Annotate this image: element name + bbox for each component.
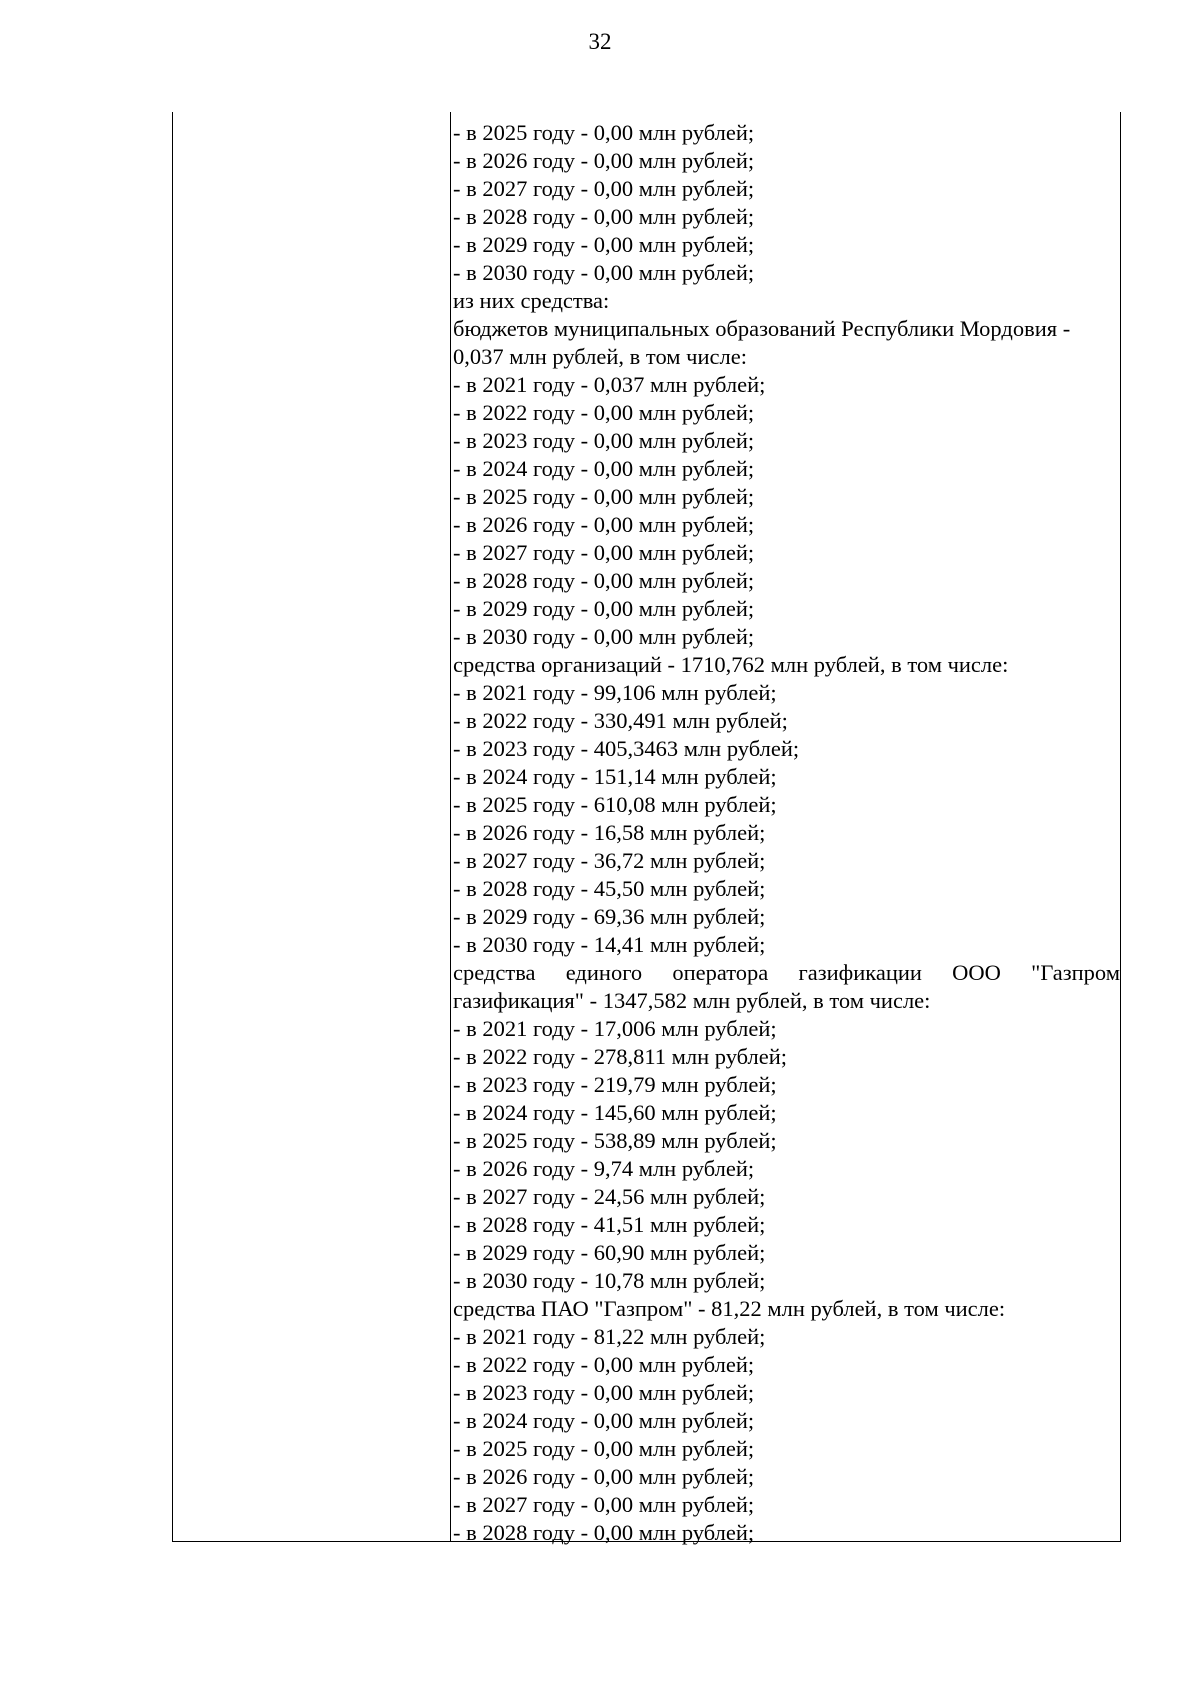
text-line: - в 2029 году - 0,00 млн рублей; [453,596,755,621]
text-line: средства организаций - 1710,762 млн рублей, в том числе: [453,652,1009,677]
text-line: - в 2025 году - 0,00 млн рублей; [453,1436,755,1461]
text-line: - в 2027 году - 24,56 млн рублей; [453,1184,766,1209]
text-line: - в 2021 году - 17,006 млн рублей; [453,1016,777,1041]
text-line: - в 2022 году - 0,00 млн рублей; [453,400,755,425]
text-line: - в 2026 году - 16,58 млн рублей; [453,820,766,845]
text-line: - в 2028 году - 45,50 млн рублей; [453,876,766,901]
text-line: - в 2030 году - 0,00 млн рублей; [453,624,755,649]
text-line: - в 2029 году - 0,00 млн рублей; [453,232,755,257]
text-line: - в 2025 году - 0,00 млн рублей; [453,120,755,145]
text-line: - в 2023 году - 0,00 млн рублей; [453,428,755,453]
text-line: - в 2027 году - 36,72 млн рублей; [453,848,766,873]
text-line: - в 2027 году - 0,00 млн рублей; [453,540,755,565]
text-line: средства ПАО "Газпром" - 81,22 млн рублей, в том числе: [453,1296,1006,1321]
text-line: - в 2029 году - 60,90 млн рублей; [453,1240,766,1265]
text-line: - в 2028 году - 41,51 млн рублей; [453,1212,766,1237]
text-line: - в 2024 году - 0,00 млн рублей; [453,1408,755,1433]
text-line: - в 2025 году - 610,08 млн рублей; [453,792,777,817]
table-label-column [173,112,451,1541]
text-line: - в 2023 году - 0,00 млн рублей; [453,1380,755,1405]
text-line: - в 2022 году - 330,491 млн рублей; [453,708,788,733]
text-line: - в 2030 году - 0,00 млн рублей; [453,260,755,285]
text-line: - в 2030 году - 10,78 млн рублей; [453,1268,766,1293]
table-content-column [451,119,1120,1547]
text-line: - в 2026 году - 9,74 млн рублей; [453,1156,755,1181]
text-line: 0,037 млн рублей, в том числе: [453,344,747,369]
text-line: - в 2028 году - 0,00 млн рублей; [453,204,755,229]
text-line: газификация" - 1347,582 млн рублей, в том числе: [453,988,931,1013]
page-number: 32 [588,29,612,54]
text-line: - в 2023 году - 405,3463 млн рублей; [453,736,800,761]
text-line: средства единого оператора газификации ООО "Газпром [453,960,1120,985]
financing-table [172,112,1121,1545]
text-line: - в 2024 году - 151,14 млн рублей; [453,764,777,789]
text-line: - в 2022 году - 0,00 млн рублей; [453,1352,755,1377]
text-line: - в 2023 году - 219,79 млн рублей; [453,1072,777,1097]
text-line: - в 2027 году - 0,00 млн рублей; [453,1492,755,1517]
text-line: - в 2026 году - 0,00 млн рублей; [453,512,755,537]
text-line: - в 2021 году - 81,22 млн рублей; [453,1324,766,1349]
text-line: - в 2021 году - 0,037 млн рублей; [453,372,766,397]
text-line: - в 2030 году - 14,41 млн рублей; [453,932,766,957]
text-line: бюджетов муниципальных образований Республики Мордовия - [453,316,1071,341]
text-line: - в 2026 году - 0,00 млн рублей; [453,148,755,173]
text-line: - в 2022 году - 278,811 млн рублей; [453,1044,788,1069]
text-line: - в 2021 году - 99,106 млн рублей; [453,680,777,705]
text-line: - в 2028 году - 0,00 млн рублей; [453,568,755,593]
text-line: - в 2024 году - 145,60 млн рублей; [453,1100,777,1125]
text-line: - в 2025 году - 538,89 млн рублей; [453,1128,777,1153]
text-line: из них средства: [453,288,610,313]
text-line: - в 2025 году - 0,00 млн рублей; [453,484,755,509]
text-line: - в 2027 году - 0,00 млн рублей; [453,176,755,201]
text-line: - в 2029 году - 69,36 млн рублей; [453,904,766,929]
text-line: - в 2026 году - 0,00 млн рублей; [453,1464,755,1489]
text-line: - в 2028 году - 0,00 млн рублей; [453,1520,755,1545]
text-line: - в 2024 году - 0,00 млн рублей; [453,456,755,481]
